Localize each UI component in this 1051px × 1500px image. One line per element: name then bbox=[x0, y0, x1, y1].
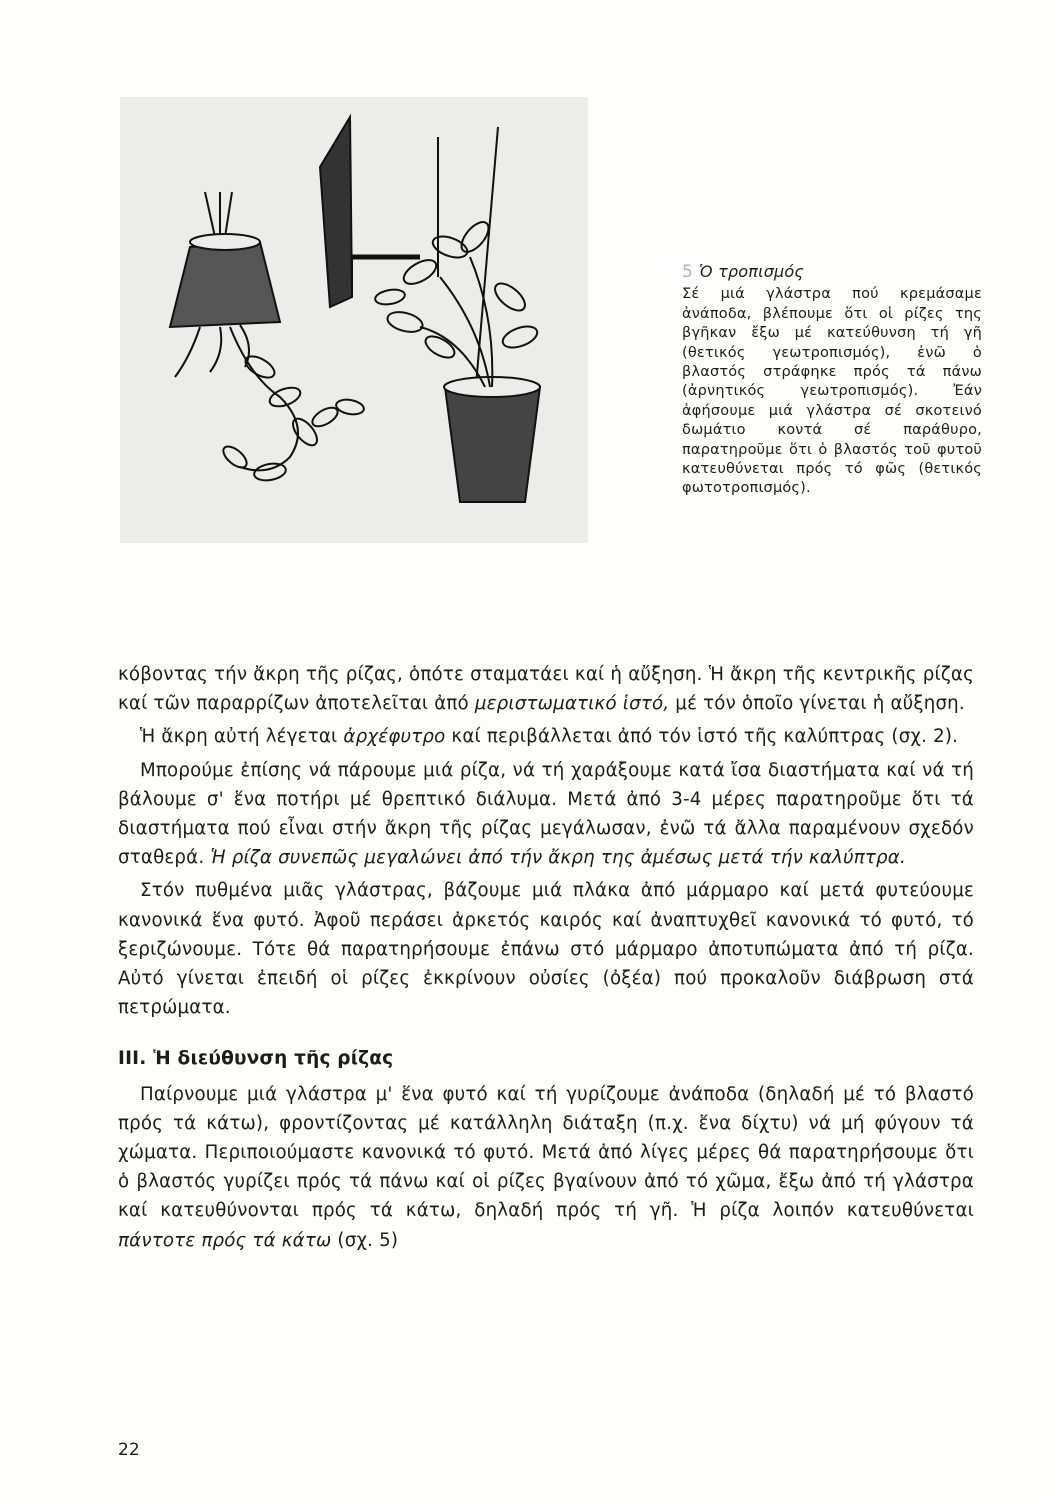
window-frame bbox=[320, 117, 352, 307]
tropism-drawing bbox=[120, 97, 588, 543]
figure-caption-text: Σέ μιά γλάστρα πού κρεμάσαμε ἀνάποδα, βλέπουμε ὅτι οἱ ρίζες της βγῆκαν ἔξω μέ κατεύθυνση τή γῆ (θετικός γεωτροπισμός), ἐνῶ ὁ βλαστός στράφηκε πρός τά πάνω (ἀρνητικός γεωτροπισμός). Ἐάν ἀφήσουμε μιά γλάστρα σέ σκοτεινό δωμάτιο κοντά σέ παράθυρο, παρατηροῦμε ὅτι ὁ βλαστός τοῦ φυτοῦ κατευθύνεται πρός τό φῶς (θετικός φωτοτροπισμός). bbox=[682, 286, 982, 497]
paragraph-3-a: Μπορούμε ἐπίσης νά πάρουμε μιά ρίζα, νά τή χαράξουμε κατά ἴσα διαστήματα καί νά τή βάλουμε σ' ἕνα ποτήρι μέ θρεπτικό διάλυμα. Μετά ἀπό 3-4 μέρες παρατηροῦμε ὅτι τά διαστήματα πού εἶναι στήν ἄκρη τῆς ρίζας μεγάλωσαν, ἐνῶ τά ἄλλα παραμένουν σχεδόν σταθερά. bbox=[118, 759, 974, 869]
paragraph-3 bbox=[118, 756, 974, 873]
paragraph-1-a: κόβοντας τήν ἄκρη τῆς ρίζας, ὁπότε σταματάει καί ἡ αὔξηση. Ἡ ἄκρη τῆς κεντρικῆς ρίζας καί τῶν παραρρίζων ἀποτελεῖται ἀπό bbox=[118, 664, 974, 715]
paragraph-3-emphasis: Ἡ ρίζα συνεπῶς μεγαλώνει ἀπό τήν ἄκρη της ἀμέσως μετά τήν καλύπτρα. bbox=[210, 847, 906, 869]
figure-number: 5 bbox=[682, 262, 694, 282]
paragraph-5-a: Παίρνουμε μιά γλάστρα μ' ἕνα φυτό καί τή γυρίζουμε ἀνάποδα (δηλαδή μέ τό βλαστό πρός τά κάτω), φροντίζοντας μέ κατάλληλη διάταξη (π.χ. ἕνα δίχτυ) νά μή φύγουν τά χώματα. Περιποιούμαστε κανονικά τό φυτό. Μετά ἀπό λίγες μέρες θά παρατηρήσουμε ὅτι ὁ βλαστός γυρίζει πρός τά πάνω καί οἱ ρίζες βγαίνουν ἀπό τό χῶμα, ἔξω ἀπό τή γλάστρα καί κατευθύνονται πρός τά κάτω, δηλαδή πρός τή γῆ. Ἡ ρίζα λοιπόν κατευθύνεται bbox=[118, 1083, 974, 1222]
figure-title: Ὁ τροπισμός bbox=[699, 262, 805, 281]
tropism-illustration bbox=[120, 97, 588, 543]
figure-caption bbox=[682, 262, 982, 499]
main-text bbox=[118, 660, 974, 1259]
standing-pot bbox=[445, 387, 540, 502]
paragraph-1-emphasis: μεριστωματικό ἱστό, bbox=[474, 693, 670, 715]
paragraph-2-a: Ἡ ἄκρη αὐτή λέγεται bbox=[140, 726, 344, 748]
paragraph-5-emphasis: πάντοτε πρός τά κάτω bbox=[118, 1229, 332, 1251]
paragraph-2-emphasis: ἀρχέφυτρο bbox=[343, 726, 446, 748]
hanging-pot bbox=[170, 242, 280, 327]
paragraph-1-b: μέ τόν ὁποῖο γίνεται ἡ αὔξηση. bbox=[669, 693, 965, 715]
paragraph-5 bbox=[118, 1080, 974, 1255]
page-number: 22 bbox=[118, 1440, 140, 1460]
paragraph-5-b: (σχ. 5) bbox=[331, 1229, 399, 1251]
paragraph-2 bbox=[118, 722, 974, 751]
paragraph-1 bbox=[118, 660, 974, 718]
paragraph-2-b: καί περιβάλλεται ἀπό τόν ἱστό τῆς καλύπτρας (σχ. 2). bbox=[445, 726, 959, 748]
section-heading: III. Ἡ διεύθυνση τῆς ρίζας bbox=[118, 1048, 394, 1070]
paragraph-4: Στόν πυθμένα μιᾶς γλάστρας, βάζουμε μιά πλάκα ἀπό μάρμαρο καί μετά φυτεύουμε κανονικά ἕνα φυτό. Ἀφοῦ περάσει ἀρκετός καιρός καί ἀναπτυχθεῖ κανονικά τό φυτό, τό ξεριζώνουμε. Τότε θά παρατηρήσουμε ἐπάνω στό μάρμαρο ἀποτυπώματα ἀπό τή ρίζα. Αὐτό γίνεται ἐπειδή οἱ ρίζες ἐκκρίνουν οὐσίες (ὀξέα) πού προκαλοῦν διάβρωση στά πετρώματα. bbox=[118, 880, 974, 1019]
